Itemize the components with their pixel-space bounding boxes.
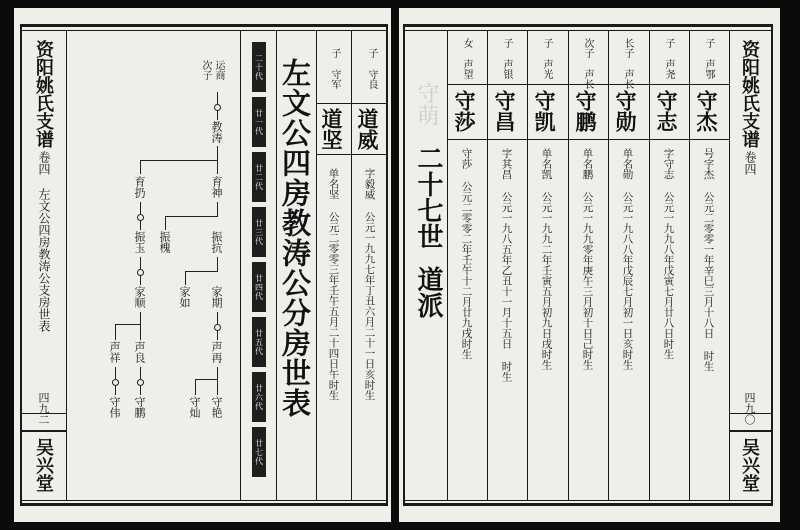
entry-relation: 子 守良 [366,48,377,89]
entry-detail: 单名鹏 公元一九九零年庚午三月初十日己时生 [581,148,594,370]
tree-node-zhenyu: 振玉 [133,231,146,253]
entry-relation: 子 声尧 [663,38,674,79]
branch-label: 道派 [413,266,443,318]
tree-node-shoucan: 守灿 [188,396,201,418]
entry-name: 守昌 [492,90,517,132]
hall-name: 吴兴堂 [739,438,760,492]
tree-note: 运商 [213,60,224,80]
hall-name: 吴兴堂 [33,438,54,492]
entry-relation: 子 声鄂 [703,38,714,79]
entry-name: 守凯 [532,90,557,132]
family-tree [67,30,240,500]
right-page [399,8,780,522]
tree-node-yushen: 育神 [210,176,223,198]
tree-node-shengxiang: 声祥 [108,341,121,363]
entry-detail: 字守志 公元一九九八年戊寅七月廿八日时生 [662,148,675,360]
entry-detail: 单名凯 公元一九九二年壬寅五月初九日戌时生 [540,148,553,370]
gen-badge-23: 廿三代 [252,207,266,257]
tree-node-shengzai: 声再 [210,341,223,363]
tree-node-shouyan: 守艳 [210,396,223,418]
tree-node-shoupeng: 守鹏 [133,396,146,418]
gen-badge-24: 廿四代 [252,262,266,312]
tree-node-jiaru: 家如 [178,286,191,308]
entry-relation: 子 声光 [541,38,552,79]
main-heading: 左文公四房教涛公分房世表 [278,58,312,418]
gen-badge-25: 廿五代 [252,317,266,367]
entry-detail: 号字杰 公元二零零一年辛巳三月十八日 时生 [702,148,715,372]
entry-name: 道坚 [319,108,344,150]
entry-relation: 子 守军 [329,48,340,89]
side-title: 资阳姚氏支谱 [33,40,54,148]
entry-name: 道威 [355,108,380,150]
left-page [14,8,391,522]
page-number: 四九二 [37,392,50,425]
entry-relation: 长子 声长 [622,38,633,89]
entry-name: 守志 [654,90,679,132]
entry-detail: 字其昌 公元一九八五年乙丑十一月十五日 时生 [500,148,513,382]
entry-relation: 次子 声长 [582,38,593,89]
gen-badge-26: 廿六代 [252,372,266,422]
tree-node-yureng: 育扔 [133,176,146,198]
page-number: 四九〇 [743,392,756,425]
entry-relation: 女 声望 [461,38,472,79]
tree-node-shouwei: 守伟 [108,396,121,418]
tree-note: 次子 [200,60,211,80]
entry-name: 守勋 [613,90,638,132]
entry-relation: 子 声银 [501,38,512,79]
gen-badge-20: 二十代 [252,42,266,92]
tree-node-zhenkang: 振抗 [210,231,223,253]
entry-name: 守莎 [452,90,477,132]
gen-badge-22: 廿二代 [252,152,266,202]
entry-detail: 守莎 公元二零零二年壬午十二月廿九戌时生 [460,148,473,360]
entry-detail: 单名坚 公元二零零三年壬午五月二十四日午时生 [327,168,340,401]
entry-name: 守杰 [694,90,719,132]
volume-label: 卷四 [37,151,51,175]
generation-title: 二十七世 [413,145,443,249]
side-subtitle: 左文公四房教涛公支房世表 [37,188,51,332]
volume-label: 卷四 [743,151,757,175]
entry-name: 守鹏 [573,90,598,132]
gen-badge-27: 廿七代 [252,427,266,477]
side-title: 资阳姚氏支谱 [739,40,760,148]
faded-label: 守萌 [414,82,439,126]
tree-node-jiashun: 家顺 [133,286,146,308]
tree-node-zhenhuai: 振槐 [158,231,171,253]
gen-badge-21: 廿一代 [252,97,266,147]
tree-node-jiaotao: 教涛 [210,121,223,143]
tree-node-jiaqi: 家期 [210,286,223,308]
entry-detail: 单名勋 公元一九八八年戊辰七月初一日亥时生 [621,148,634,370]
entry-detail: 字毅威 公元一九九七年丁丑六月二十一日亥时生 [363,168,376,401]
tree-node-shengliang: 声良 [133,341,146,363]
